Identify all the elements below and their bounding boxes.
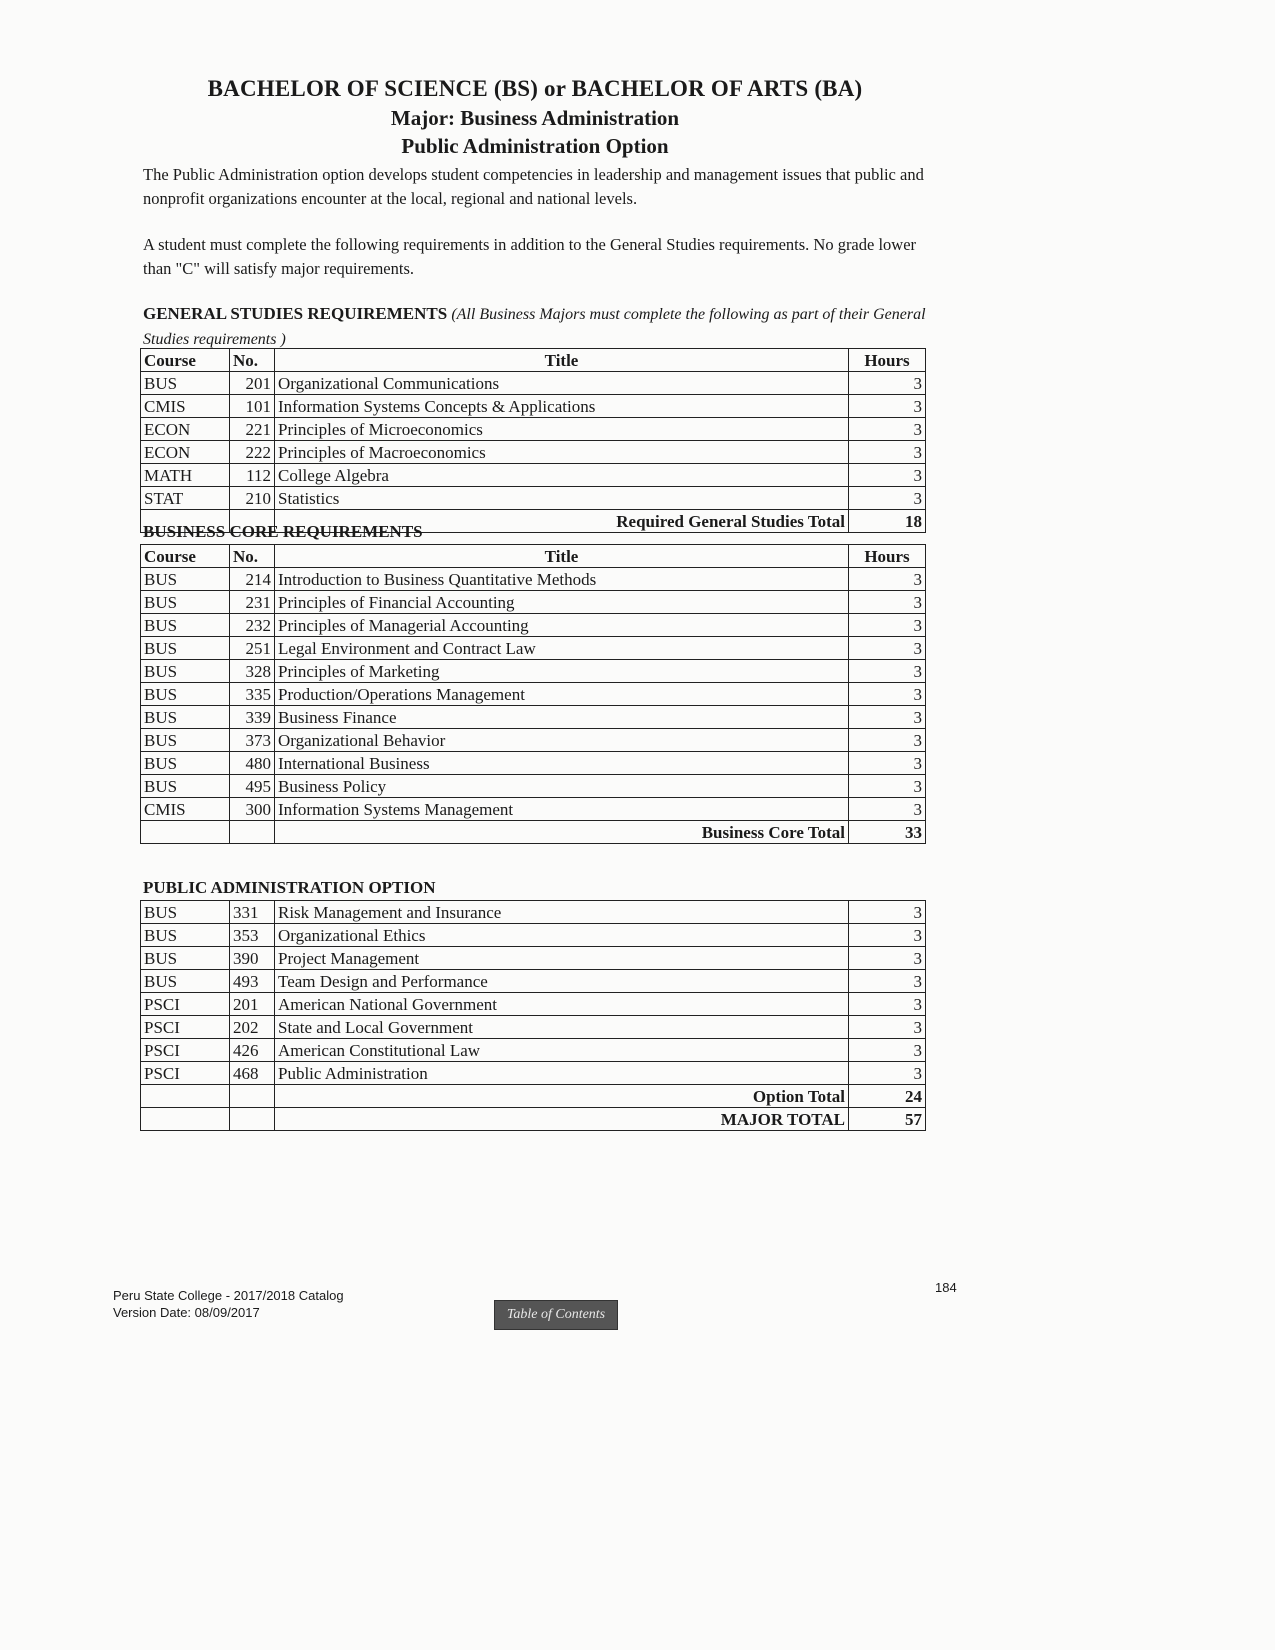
course-title: Business Finance xyxy=(275,706,849,729)
table-row xyxy=(141,752,926,775)
table-row xyxy=(141,901,926,924)
course-number: 373 xyxy=(230,729,275,752)
course-number: 232 xyxy=(230,614,275,637)
course-title: Information Systems Management xyxy=(275,798,849,821)
business-core-table xyxy=(140,544,926,844)
course-code: STAT xyxy=(141,487,230,510)
intro-paragraph: The Public Administration option develops student competencies in leadership and management issues that public and nonprofit organizations encounter at the local, regional and national levels. xyxy=(143,165,924,208)
table-row xyxy=(141,568,926,591)
course-title: Statistics xyxy=(275,487,849,510)
table-row xyxy=(141,947,926,970)
course-code: BUS xyxy=(141,706,230,729)
course-title: Organizational Ethics xyxy=(275,924,849,947)
course-code: BUS xyxy=(141,775,230,798)
column-header-no: No. xyxy=(230,349,275,372)
total-label: Business Core Total xyxy=(275,821,849,844)
table-row xyxy=(141,487,926,510)
course-code: PSCI xyxy=(141,1039,230,1062)
table-row xyxy=(141,1016,926,1039)
table-row xyxy=(141,418,926,441)
course-code: BUS xyxy=(141,752,230,775)
course-hours: 3 xyxy=(849,614,926,637)
column-header-hours: Hours xyxy=(849,545,926,568)
course-number: 480 xyxy=(230,752,275,775)
table-row xyxy=(141,464,926,487)
course-code: BUS xyxy=(141,637,230,660)
table-row xyxy=(141,924,926,947)
course-number: 331 xyxy=(230,901,275,924)
course-title: Principles of Managerial Accounting xyxy=(275,614,849,637)
table-header-row xyxy=(141,349,926,372)
course-title: Organizational Communications xyxy=(275,372,849,395)
empty-cell xyxy=(230,1108,275,1131)
course-number: 251 xyxy=(230,637,275,660)
course-code: BUS xyxy=(141,683,230,706)
option-heading: PUBLIC ADMINISTRATION OPTION xyxy=(143,878,436,897)
course-code: BUS xyxy=(141,901,230,924)
course-hours: 3 xyxy=(849,706,926,729)
course-number: 231 xyxy=(230,591,275,614)
table-row xyxy=(141,775,926,798)
course-code: BUS xyxy=(141,947,230,970)
table-row xyxy=(141,798,926,821)
column-header-hours: Hours xyxy=(849,349,926,372)
course-title: Principles of Microeconomics xyxy=(275,418,849,441)
footer-catalog-info xyxy=(113,1287,344,1321)
empty-cell xyxy=(230,821,275,844)
course-hours: 3 xyxy=(849,1062,926,1085)
course-hours: 3 xyxy=(849,660,926,683)
table-row xyxy=(141,729,926,752)
course-title: Principles of Marketing xyxy=(275,660,849,683)
course-title: Project Management xyxy=(275,947,849,970)
major-total-row xyxy=(141,1108,926,1131)
major-total-value: 57 xyxy=(849,1108,926,1131)
footer-catalog-line: Peru State College - 2017/2018 Catalog xyxy=(113,1288,344,1303)
table-header-row xyxy=(141,545,926,568)
course-code: BUS xyxy=(141,924,230,947)
column-header-title: Title xyxy=(275,349,849,372)
table-row xyxy=(141,993,926,1016)
course-number: 495 xyxy=(230,775,275,798)
course-title: Risk Management and Insurance xyxy=(275,901,849,924)
total-label: Option Total xyxy=(275,1085,849,1108)
course-number: 468 xyxy=(230,1062,275,1085)
course-code: MATH xyxy=(141,464,230,487)
column-header-course: Course xyxy=(141,545,230,568)
course-hours: 3 xyxy=(849,798,926,821)
course-title: Principles of Financial Accounting xyxy=(275,591,849,614)
course-title: Information Systems Concepts & Applications xyxy=(275,395,849,418)
table-row xyxy=(141,706,926,729)
course-code: BUS xyxy=(141,568,230,591)
total-row xyxy=(141,1085,926,1108)
table-row xyxy=(141,660,926,683)
course-number: 339 xyxy=(230,706,275,729)
page-number: 184 xyxy=(935,1280,957,1295)
course-hours: 3 xyxy=(849,372,926,395)
course-title: State and Local Government xyxy=(275,1016,849,1039)
course-number: 222 xyxy=(230,441,275,464)
course-hours: 3 xyxy=(849,637,926,660)
course-hours: 3 xyxy=(849,591,926,614)
column-header-title: Title xyxy=(275,545,849,568)
course-code: BUS xyxy=(141,372,230,395)
total-row xyxy=(141,821,926,844)
table-row xyxy=(141,1062,926,1085)
requirements-paragraph: A student must complete the following requirements in addition to the General Studies requirements. No grade lower than "C" will satisfy major requirements. xyxy=(143,235,917,278)
course-title: International Business xyxy=(275,752,849,775)
course-hours: 3 xyxy=(849,924,926,947)
course-hours: 3 xyxy=(849,464,926,487)
course-code: BUS xyxy=(141,591,230,614)
course-title: Principles of Macroeconomics xyxy=(275,441,849,464)
course-number: 390 xyxy=(230,947,275,970)
table-row xyxy=(141,372,926,395)
major-title: Major: Business Administration xyxy=(390,106,680,130)
course-code: CMIS xyxy=(141,395,230,418)
course-code: ECON xyxy=(141,418,230,441)
course-hours: 3 xyxy=(849,775,926,798)
course-number: 328 xyxy=(230,660,275,683)
course-hours: 3 xyxy=(849,752,926,775)
table-row xyxy=(141,1039,926,1062)
course-number: 300 xyxy=(230,798,275,821)
course-hours: 3 xyxy=(849,683,926,706)
table-row xyxy=(141,614,926,637)
course-number: 202 xyxy=(230,1016,275,1039)
course-code: PSCI xyxy=(141,1062,230,1085)
course-code: BUS xyxy=(141,970,230,993)
course-hours: 3 xyxy=(849,729,926,752)
course-title: Public Administration xyxy=(275,1062,849,1085)
course-hours: 3 xyxy=(849,395,926,418)
course-hours: 3 xyxy=(849,947,926,970)
course-hours: 3 xyxy=(849,1039,926,1062)
course-number: 353 xyxy=(230,924,275,947)
course-number: 201 xyxy=(230,372,275,395)
empty-cell xyxy=(141,1108,230,1131)
course-code: BUS xyxy=(141,729,230,752)
course-number: 214 xyxy=(230,568,275,591)
major-total-label: MAJOR TOTAL xyxy=(275,1108,849,1131)
course-title: American Constitutional Law xyxy=(275,1039,849,1062)
course-hours: 3 xyxy=(849,901,926,924)
course-code: CMIS xyxy=(141,798,230,821)
course-number: 210 xyxy=(230,487,275,510)
empty-cell xyxy=(141,821,230,844)
course-code: PSCI xyxy=(141,993,230,1016)
degree-title: BACHELOR OF SCIENCE (BS) or BACHELOR OF ARTS (BA) xyxy=(207,76,863,101)
course-hours: 3 xyxy=(849,487,926,510)
table-row xyxy=(141,395,926,418)
course-number: 335 xyxy=(230,683,275,706)
course-title: College Algebra xyxy=(275,464,849,487)
course-title: Introduction to Business Quantitative Methods xyxy=(275,568,849,591)
total-label: Required General Studies Total xyxy=(275,510,849,533)
course-hours: 3 xyxy=(849,568,926,591)
general-studies-table xyxy=(140,348,926,533)
course-hours: 3 xyxy=(849,1016,926,1039)
empty-cell xyxy=(230,1085,275,1108)
course-code: BUS xyxy=(141,614,230,637)
course-number: 101 xyxy=(230,395,275,418)
course-hours: 3 xyxy=(849,993,926,1016)
footer-version-date: Version Date: 08/09/2017 xyxy=(113,1305,260,1320)
course-number: 493 xyxy=(230,970,275,993)
business-core-heading: BUSINESS CORE REQUIREMENTS xyxy=(143,522,423,541)
course-code: BUS xyxy=(141,660,230,683)
course-title: Legal Environment and Contract Law xyxy=(275,637,849,660)
course-title: Business Policy xyxy=(275,775,849,798)
empty-cell xyxy=(141,1085,230,1108)
course-code: PSCI xyxy=(141,1016,230,1039)
course-number: 426 xyxy=(230,1039,275,1062)
general-studies-heading-label: GENERAL STUDIES REQUIREMENTS xyxy=(143,304,448,323)
general-studies-note: (All Business Majors must complete the following as part of their General Studies requirements ) xyxy=(143,306,926,348)
course-title: American National Government xyxy=(275,993,849,1016)
course-hours: 3 xyxy=(849,441,926,464)
course-hours: 3 xyxy=(849,418,926,441)
table-row xyxy=(141,970,926,993)
total-value: 33 xyxy=(849,821,926,844)
table-of-contents-button[interactable]: Table of Contents xyxy=(494,1300,618,1330)
option-title: Public Administration Option xyxy=(401,134,669,158)
table-row xyxy=(141,683,926,706)
total-value: 18 xyxy=(849,510,926,533)
table-row xyxy=(141,441,926,464)
column-header-course: Course xyxy=(141,349,230,372)
course-hours: 3 xyxy=(849,970,926,993)
course-title: Organizational Behavior xyxy=(275,729,849,752)
table-row xyxy=(141,591,926,614)
course-number: 221 xyxy=(230,418,275,441)
course-title: Production/Operations Management xyxy=(275,683,849,706)
course-number: 112 xyxy=(230,464,275,487)
table-row xyxy=(141,637,926,660)
general-studies-heading xyxy=(143,302,933,352)
course-code: ECON xyxy=(141,441,230,464)
course-title: Team Design and Performance xyxy=(275,970,849,993)
total-value: 24 xyxy=(849,1085,926,1108)
option-table xyxy=(140,900,926,1131)
column-header-no: No. xyxy=(230,545,275,568)
course-number: 201 xyxy=(230,993,275,1016)
